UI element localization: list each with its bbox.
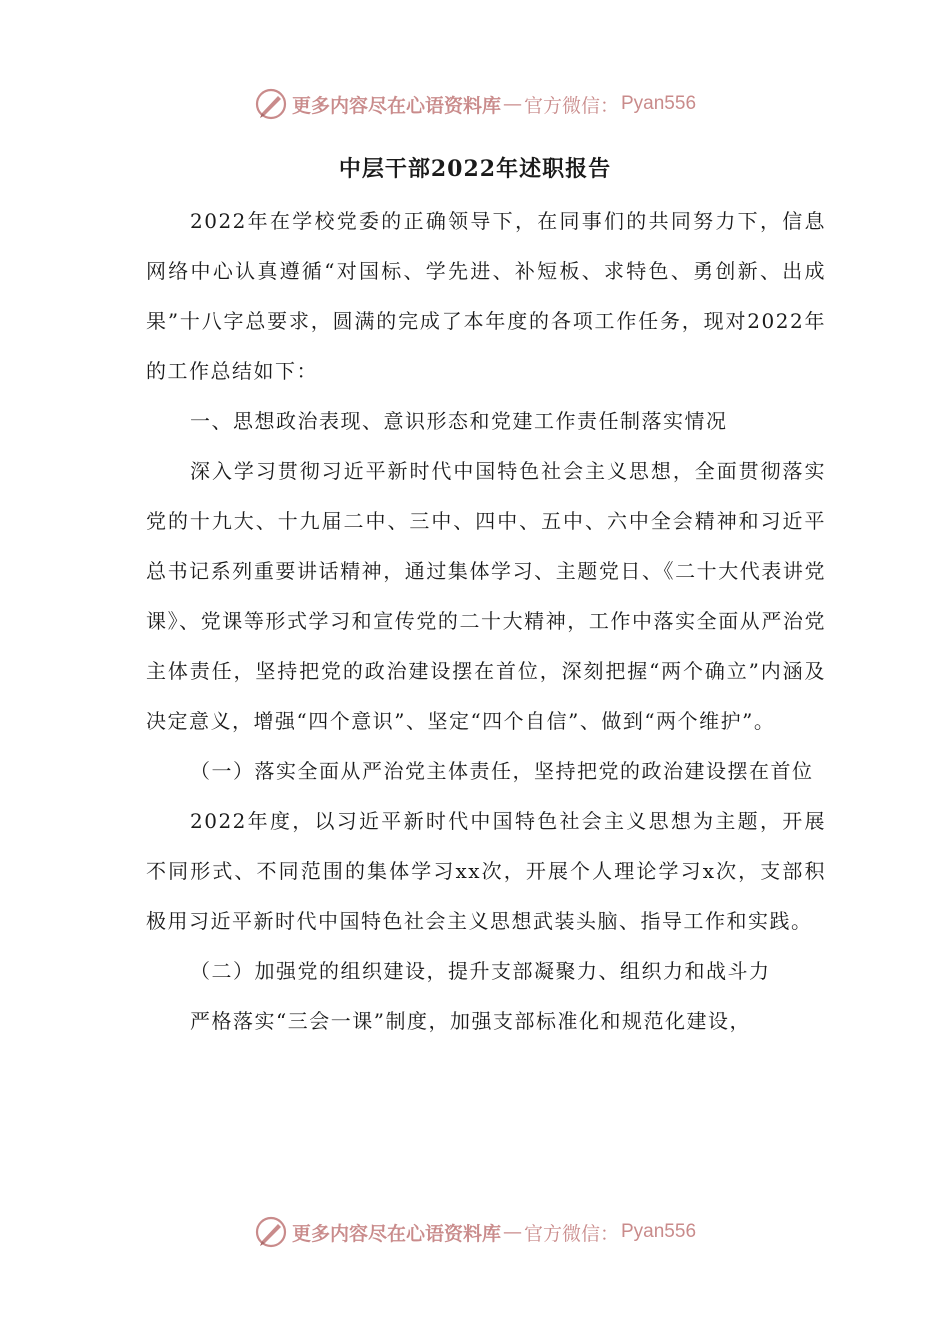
watermark-footer (0, 1212, 950, 1252)
paragraph-subsection-2: 严格落实“三会一课”制度，加强支部标准化和规范化建设， (190, 1009, 751, 1033)
watermark-dash: — (502, 1221, 522, 1243)
document-title: 中层干部2022年述职报告 (338, 156, 612, 182)
paragraph-subsection-1: 2022年度，以习近平新时代中国特色社会主义思想为主题，开展不同形式、不同范围的集体学习xx次，开展个人理论学习x次，支部积极用习近平新时代中国特色社会主义思想武装头脑、指导工作和实践。 (146, 809, 826, 933)
document-body (146, 196, 826, 1046)
section-heading-1: 一、思想政治表现、意识形态和党建工作责任制落实情况 (190, 409, 728, 433)
pen-logo-icon (254, 87, 288, 121)
watermark-main-text: 更多内容尽在心语资料库 (291, 94, 501, 117)
watermark-id: Pyan556 (621, 93, 697, 114)
watermark-dash: — (502, 93, 522, 115)
subsection-heading-2: （二）加强党的组织建设，提升支部凝聚力、组织力和战斗力 (190, 959, 771, 983)
watermark-label: 官方微信： (523, 94, 619, 117)
paragraph-section-1: 深入学习贯彻习近平新时代中国特色社会主义思想，全面贯彻落实党的十九大、十九届二中、三中、四中、五中、六中全会精神和习近平总书记系列重要讲话精神，通过集体学习、主题党日、《二十大代表讲党课》、党课等形式学习和宣传党的二十大精神，工作中落实全面从严治党主体责任，坚持把党的政治建设摆在首位，深刻把握“两个确立”内涵及决定意义，增强“四个意识”、坚定“四个自信”、做到“两个维护”。 (146, 459, 826, 733)
subsection-heading-1: （一）落实全面从严治党主体责任，坚持把党的政治建设摆在首位 (190, 759, 814, 783)
watermark-main-text: 更多内容尽在心语资料库 (291, 1222, 501, 1245)
watermark-id: Pyan556 (621, 1221, 697, 1242)
paragraph-intro: 2022年在学校党委的正确领导下，在同事们的共同努力下，信息网络中心认真遵循“对国标、学先进、补短板、求特色、勇创新、出成果”十八字总要求，圆满的完成了本年度的各项工作任务，现对2022年的工作总结如下： (146, 209, 826, 383)
watermark-header (0, 84, 950, 124)
pen-logo-icon (254, 1215, 288, 1249)
watermark-label: 官方微信： (523, 1222, 619, 1245)
